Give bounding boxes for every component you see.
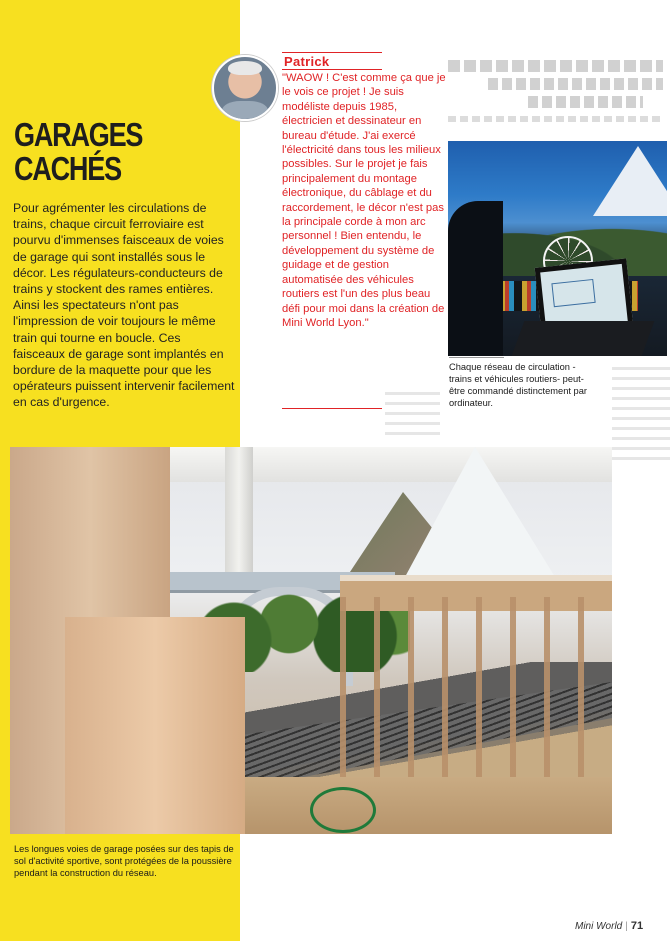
control-laptop-photo xyxy=(448,141,667,356)
photo-caption: Chaque réseau de circulation - trains et véhicules routiers- peut-être commandé distinctement par ordinateur. xyxy=(449,362,587,408)
caption-divider xyxy=(449,357,504,358)
photo-caption: Les longues voies de garage posées sur des tapis de sol d'activité sportive, sont protégées de la poussière pendant la construction du réseau. xyxy=(14,844,234,878)
quote-divider xyxy=(282,408,382,409)
faded-show-through-text xyxy=(385,385,440,435)
title-line: GARAGES xyxy=(14,116,143,153)
quote-author: Patrick xyxy=(284,54,330,69)
page-number: 71 xyxy=(630,920,644,932)
magazine-name: Mini World xyxy=(575,921,623,932)
quote-divider xyxy=(282,69,382,70)
patrick-portrait xyxy=(212,55,278,121)
article-intro: Pour agrémenter les circulations de trains, chaque circuit ferroviaire est pourvu d'immenses faisceaux de voies de garage qui sont installés sous le décor. Les régulateurs-conducteurs de trains y stockent des rames entières. Ainsi les spectateurs n'ont pas l'impression de voir toujours le même train qui tourne en boucle. Ces faisceaux de garage sont implantés en bordure de la maquette pour que les opérateurs puissent intervenir facilement en cas d'urgence. xyxy=(13,201,235,410)
quote-divider xyxy=(282,52,382,53)
title-line: CACHÉS xyxy=(14,150,121,187)
quote-text: "WAOW ! C'est comme ça que je le vois ce projet ! Je suis modéliste depuis 1985, électricien et dessinateur en bureau d'étude. J'ai exercé l'électricité dans tous les milieux possibles. Sur le projet je fais principalement du montage électronique, du câblage et du raccordement, le décor n'est pas la principale corde à mon arc personnel ! Bien entendu, le développement du système de guidage et de gestion automatisée des véhicules routiers est l'un des plus beau défi pour moi dans la création de Mini World Lyon." xyxy=(282,72,446,329)
page-footer xyxy=(575,920,643,932)
article-title xyxy=(14,118,190,186)
footer-separator: | xyxy=(625,921,628,932)
faded-show-through-text xyxy=(448,60,663,130)
yellow-column-background xyxy=(0,898,240,941)
hidden-yard-tracks-photo xyxy=(10,447,612,834)
faded-show-through-text xyxy=(612,360,670,460)
